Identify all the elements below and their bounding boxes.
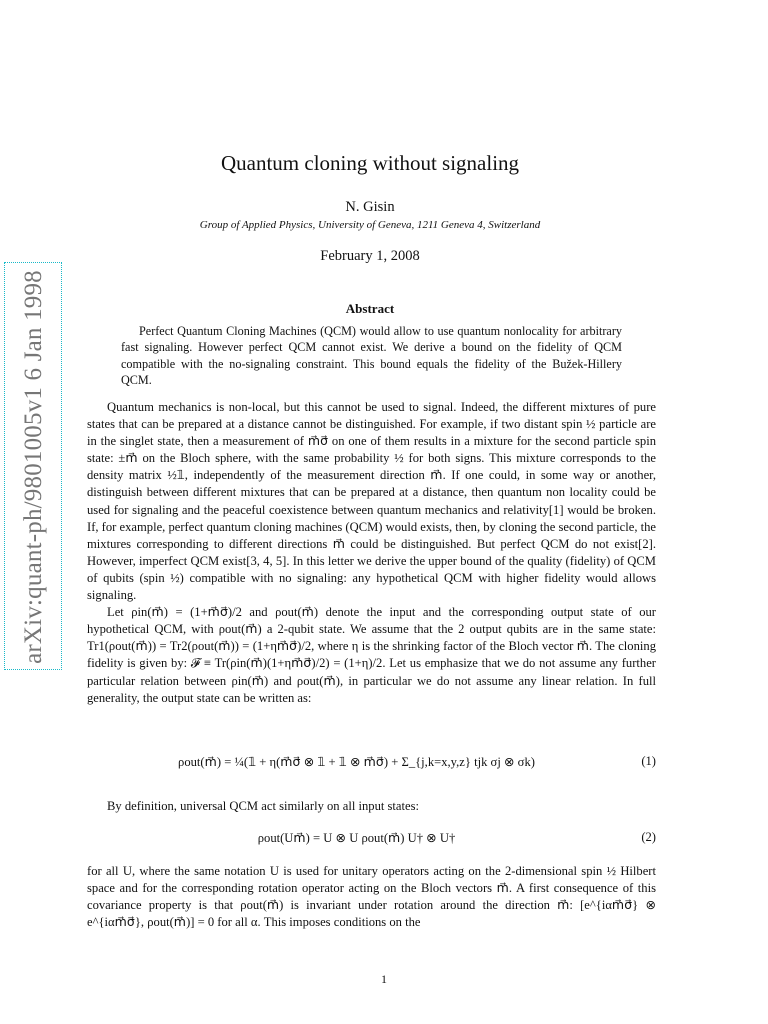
body-text-middle <box>87 798 656 815</box>
equation-1 <box>87 750 656 776</box>
equation-1-number: (1) <box>641 754 656 768</box>
paper-date: February 1, 2008 <box>320 248 420 264</box>
paragraph-definitions: Let ρin(m⃗) = (1+m⃗σ⃗)/2 and ρout(m⃗) denote the input and the corresponding output state of our hypothetical QCM, with ρout(m⃗) a 2-qubit state. We assume that the 2 output qubits are in the same state: Tr1(ρout(m⃗)) = Tr2(ρout(m⃗)) = (1+ηm⃗σ⃗)/2, where η is the shrinking factor of the Bloch vector m⃗. The cloning fidelity is given by: 𝓕 ≡ Tr(ρin(m⃗)(1+ηm⃗σ⃗)/2) = (1+η)/2. Let us emphasize that we do not assume any further particular relation between ρin(m⃗) and ρout(m⃗), in particular we do not assume any linear relation. In full generality, the output state can be written as: <box>87 605 656 705</box>
page-number: 1 <box>381 972 387 986</box>
equation-1-formula: ρout(m⃗) = ¼(𝟙 + η(m⃗σ⃗ ⊗ 𝟙 + 𝟙 ⊗ m⃗σ⃗) + Σ_{j,k=x,y,z} tjk σj ⊗ σk) <box>178 755 535 769</box>
paper-title: Quantum cloning without signaling <box>220 151 520 175</box>
equation-2-formula: ρout(Um⃗) = U ⊗ U ρout(m⃗) U† ⊗ U† <box>257 831 456 845</box>
arxiv-identifier: arXiv:quant-ph/9801005v1 6 Jan 1998 <box>20 270 47 664</box>
abstract-heading: Abstract <box>345 301 395 316</box>
author-name: N. Gisin <box>345 199 395 215</box>
paragraph-intro: Quantum mechanics is non-local, but this cannot be used to signal. Indeed, the different mixtures of pure states that can be prepared at a distance cannot be distinguished. For example, if two distant spin ½ particle are in the singlet state, then a measurement of m⃗σ⃗ on one of them results in a mixture for the second particle spin state: ±m⃗ on the Bloch sphere, with the same probability ½ for both signs. This mixture corresponds to the density matrix ½𝟙, independently of the measurement direction m⃗. If one could, in some way or another, distinguish between different mixtures that can be prepared at a distance, then quantum non locality could be used for signaling and the peaceful coexistence between quantum mechanics and relativity[1] would be broken. If, for example, perfect quantum cloning machines (QCM) would exists, then, by cloning the second particle, the mixtures corresponding to different directions m⃗ could be distinguished. But perfect QCM do not exist[2]. However, imperfect QCM exist[3, 4, 5]. In this letter we derive the upper bound of the quality (fidelity) of QCM of qubits (spin ½) compatible with no signaling: any hypothetical QCM with higher fidelity would allows signaling. <box>87 400 657 603</box>
body-text-lower <box>87 863 656 931</box>
author-affiliation: Group of Applied Physics, University of Geneva, 1211 Geneva 4, Switzerland <box>199 219 541 231</box>
paragraph-covariance: for all U, where the same notation U is used for unitary operators acting on the 2-dimensional spin ½ Hilbert space and for the corresponding rotation operator acting on the Bloch vectors m⃗. A first consequence of this covariance property is that ρout(m⃗) is invariant under rotation around the direction m⃗: [e^{iαm⃗σ⃗} ⊗ e^{iαm⃗σ⃗}, ρout(m⃗)] = 0 for all α. This imposes conditions on the <box>87 864 656 930</box>
equation-2 <box>87 826 656 852</box>
body-text-upper <box>87 399 656 707</box>
arxiv-stamp <box>4 262 62 670</box>
abstract-body: Perfect Quantum Cloning Machines (QCM) would allow to use quantum nonlocality for arbitrary fast signaling. However perfect QCM cannot exist. We derive a bound on the fidelity of QCM compatible with the no-signaling constraint. This bound equals the fidelity of the Bužek-Hillery QCM. <box>121 324 622 387</box>
equation-2-number: (2) <box>641 830 656 844</box>
abstract-text <box>121 323 622 388</box>
paragraph-universal: By definition, universal QCM act similarly on all input states: <box>107 799 420 813</box>
